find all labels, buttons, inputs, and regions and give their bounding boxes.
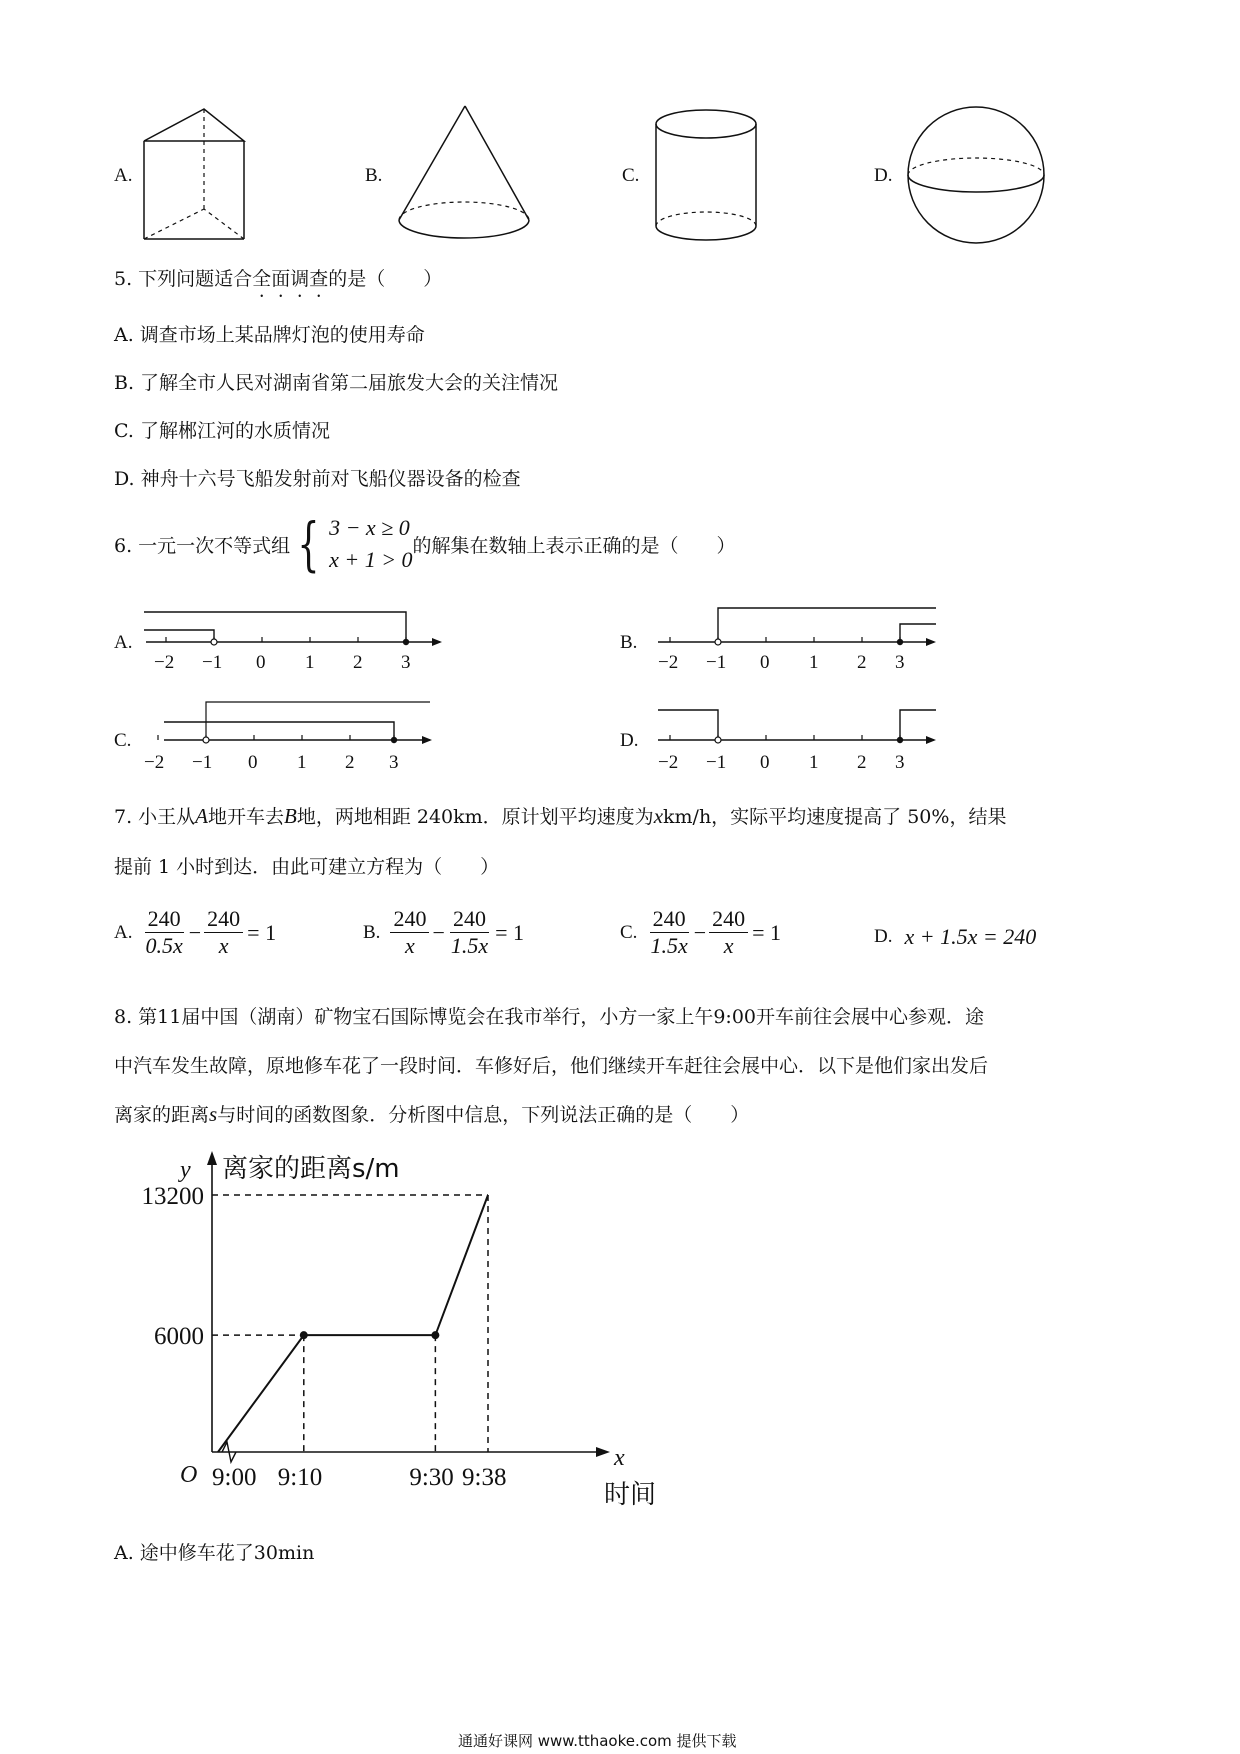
inequality-2: x + 1 > 0 [329, 547, 413, 572]
tick-label: 2 [857, 752, 867, 773]
x-tick-label: 9:00 [212, 1464, 257, 1491]
tick-label: 0 [760, 752, 770, 773]
tick-label: 1 [809, 652, 819, 673]
q8-stem-line1: 8. 第11届中国（湖南）矿物宝石国际博览会在我市举行，小方一家上午9:00开车前往会展中心参观．途 [114, 1006, 985, 1028]
tick-label: 2 [857, 652, 867, 673]
x-axis-symbol: x [614, 1445, 625, 1471]
tick-label: 0 [248, 752, 258, 773]
tick-label: 0 [760, 652, 770, 673]
tick-label: −1 [706, 652, 727, 673]
tick-label: −1 [192, 752, 213, 773]
distance-time-chart [130, 1145, 690, 1515]
tick-label: −2 [658, 752, 679, 773]
q5-option-c: C. 了解郴江河的水质情况 [114, 420, 330, 442]
number-line-a [140, 600, 460, 680]
tick-label: 2 [353, 652, 363, 673]
tick-label: −1 [706, 752, 727, 773]
y-tick-label: 6000 [154, 1323, 204, 1351]
q7-option-b: B. $\frac{240}{x}$ − $\frac{240}{1.5x}$ = 1 [363, 906, 525, 958]
q4-option-c-label: C. [622, 165, 640, 186]
data-point [431, 1331, 439, 1339]
q8-option-a: A. 途中修车花了30min [114, 1542, 315, 1564]
tick-label: 0 [256, 652, 266, 673]
q5-option-d: D. 神舟十六号飞船发射前对飞船仪器设备的检查 [114, 468, 521, 490]
q4-option-b-label: B. [365, 165, 383, 186]
inequality-system: { 3 − x ≥ 0 x + 1 > 0 [297, 510, 413, 578]
number-line-c [140, 700, 460, 780]
x-tick-label: 9:38 [462, 1464, 507, 1491]
q7-stem-line2: 提前 1 小时到达．由此可建立方程为（ ） [114, 856, 500, 878]
y-axis-arrow [207, 1151, 217, 1165]
triangular-prism-figure [140, 105, 250, 245]
q4-option-d-label: D. [874, 165, 893, 186]
series-line [218, 1195, 488, 1452]
tick-label: −2 [144, 752, 165, 773]
y-axis-label: 离家的距离s/m [222, 1154, 400, 1184]
x-axis-arrow [596, 1447, 610, 1457]
number-line-b [652, 600, 952, 680]
sphere-figure [904, 105, 1054, 250]
tick-label: −2 [154, 652, 175, 673]
q5-option-a: A. 调查市场上某品牌灯泡的使用寿命 [114, 324, 425, 346]
q7-stem-line1: 7. 小王从A地开车去B地，两地相距 240km．原计划平均速度为xkm/h，实际平均速度提高了 50%，结果 [114, 804, 1007, 828]
tick-label: −1 [202, 652, 223, 673]
cylinder-figure [652, 108, 762, 248]
tick-label: 3 [389, 752, 399, 773]
q5-option-b: B. 了解全市人民对湖南省第二届旅发大会的关注情况 [114, 372, 559, 394]
q5-stem: 5. 下列问题适合全面调查的是（ ） [114, 268, 443, 290]
q7-option-c: C. $\frac{240}{1.5x}$ − $\frac{240}{x}$ = 1 [620, 906, 782, 958]
tick-label: −2 [658, 652, 679, 673]
q7-option-d: D. x + 1.5x = 240 [874, 924, 1037, 949]
inequality-1: 3 − x ≥ 0 [329, 515, 410, 540]
data-point [300, 1331, 308, 1339]
q6-option-c-label: C. [114, 730, 132, 751]
x-axis-label: 时间 [604, 1480, 657, 1510]
q6-option-d-label: D. [620, 730, 639, 751]
y-tick-label: 13200 [141, 1183, 204, 1210]
tick-label: 1 [297, 752, 307, 773]
page-footer: 通通好课网 www.tthaoke.com 提供下载 [458, 1732, 737, 1750]
q8-stem-line2: 中汽车发生故障，原地修车花了一段时间．车修好后，他们继续开车赶往会展中心．以下是他们家出发后 [114, 1055, 989, 1077]
number-line-d [652, 700, 952, 780]
q4-option-a-label: A. [114, 165, 133, 186]
tick-label: 1 [305, 652, 315, 673]
q7-option-a: A. $\frac{240}{0.5x}$ − $\frac{240}{x}$ = 1 [114, 906, 277, 958]
x-tick-label: 9:30 [409, 1464, 454, 1491]
q8-stem-line3: 离家的距离s与时间的函数图象．分析图中信息，下列说法正确的是（ ） [114, 1102, 750, 1126]
x-tick-label: 9:10 [277, 1464, 323, 1491]
q6-option-a-label: A. [114, 632, 133, 653]
cone-figure [395, 104, 535, 244]
y-axis-symbol: y [180, 1157, 191, 1183]
tick-label: 3 [401, 652, 411, 673]
q6-stem: 6. 一元一次不等式组 { 3 − x ≥ 0 x + 1 > 0 的解集在数轴上表示正确的是（ ） [114, 510, 736, 578]
q6-option-b-label: B. [620, 632, 638, 653]
tick-label: 3 [895, 652, 905, 673]
tick-label: 1 [809, 752, 819, 773]
tick-label: 2 [345, 752, 355, 773]
origin-label: O [180, 1462, 198, 1488]
tick-label: 3 [895, 752, 905, 773]
